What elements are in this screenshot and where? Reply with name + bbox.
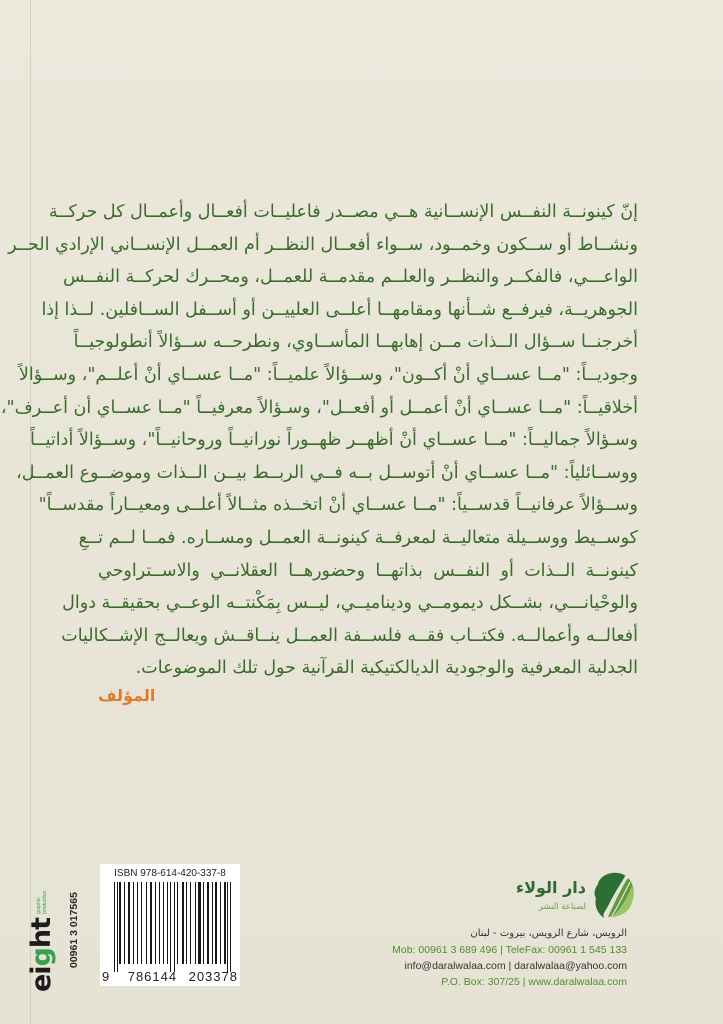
blurb-paragraph <box>0 196 638 685</box>
blurb-line: أخرجنــا ســؤال الــذات مــن إهابهــا المأســاوي، ونطرحــه ســؤالاً أنطولوجيــاً <box>73 332 638 353</box>
blurb-line: الواعـــي، فالفكــر والنظــر والعلــم مقدمــة للعمــل، ومحــرك لحركــة النفــس <box>63 267 638 288</box>
publisher-address: الرويس، شارع الرويس، بيروت - لبنان <box>470 928 627 939</box>
spine-fold-line <box>30 0 31 1024</box>
publisher-contact <box>380 926 627 990</box>
publisher-email: info@daralwalaa.com | daralwalaa@yahoo.com <box>404 960 627 972</box>
blurb-line: وسـؤالاً جماليــاً: "مــا عســاي أنْ أظهــر ظهــوراً نورانيــاً وروحانيــاً"، وســؤالاً أداتيــاً <box>30 430 638 451</box>
author-label: المؤلف <box>98 686 156 705</box>
blurb-line: أفعالــه وأعمالــه. فكتــاب فقــه فلســفة العمــل ينــاقــش ويعالــج الإشــكاليات <box>61 625 638 646</box>
designer-logo <box>28 891 55 992</box>
isbn-label: ISBN 978-614-420-337-8 <box>114 868 226 879</box>
barcode-digits: 9 786144 203378 <box>102 969 238 984</box>
blurb-line: الجدلية المعرفية والوجودية الديالكتيكية القرآنية حول تلك الموضوعات. <box>135 658 638 679</box>
blurb-line: وســؤالاً عرفانيــاً قدســياً: "مــا عســاي أنْ اتخــذه مثــالاً أعلــى ومعيــاراً مقدســاً" <box>38 495 638 516</box>
publisher-phone: Mob: 00961 3 689 496 | TeleFax: 00961 1 545 133 <box>392 944 627 956</box>
author-signature <box>98 686 638 705</box>
blurb-line: كوســيط ووســيلة متعاليــة لمعرفــة كينونــة العمــل ومســاره. فمــا لــم تــعِ <box>78 527 638 548</box>
designer-tagline: graphic production <box>35 890 48 914</box>
publisher-leaf-logo-icon <box>590 870 636 920</box>
barcode-bars <box>114 882 232 972</box>
blurb-line: وجوديــاً: "مــا عســاي أنْ أكــون"، وســؤالاً علميــاً: "مــا عســاي أنْ أعلــم"، وســؤالاً <box>18 364 638 385</box>
blurb-line: كينونــة الــذات أو النفــس بذاتهــا وحضورهــا العقلانــي والاســتراوحي <box>98 560 638 581</box>
blurb-line: الجوهريــة، فيرفــع شــأنها ومقامهــا أعلــى العلييــن أو أســفل الســافلين. لــذا إذا <box>41 299 638 320</box>
designer-wordmark: eight <box>26 917 57 992</box>
isbn-barcode <box>100 864 240 986</box>
blurb-line: أخلاقيــاً: "مــا عســاي أنْ أعمــل أو أفعــل"، وسـؤالاً معرفيــاً "مــا عســاي أن أعــرف"، <box>0 397 638 418</box>
publisher-name: دار الولاء <box>515 878 586 897</box>
publisher-pobox-website: P.O. Box: 307/25 | www.daralwalaa.com <box>441 976 627 988</box>
blurb-line: والوحْيانـــي، بشــكل ديمومــي وديناميــي، ليــس بِمَكْنتــه الوعــي بحقيقــة دوال <box>62 593 638 614</box>
blurb-line: ووســائلياً: "مــا عســاي أنْ أتوســل بــه فــي الربــط بيــن الــذات وموضــوع العمــل، <box>16 462 638 483</box>
designer-phone: 00961 3 017565 <box>68 892 80 968</box>
blurb-line: ونشــاط أو ســكون وخمــود، ســواء أفعــال النظــر أم العمــل الإنســاني الإرادي الحــر <box>8 234 638 255</box>
blurb-line: إنّ كينونــة النفــس الإنســانية هــي مصــدر فاعليــات أفعــال وأعمــال كل حركــة <box>48 202 638 222</box>
publisher-tagline: لصناعة النشر <box>538 902 586 912</box>
